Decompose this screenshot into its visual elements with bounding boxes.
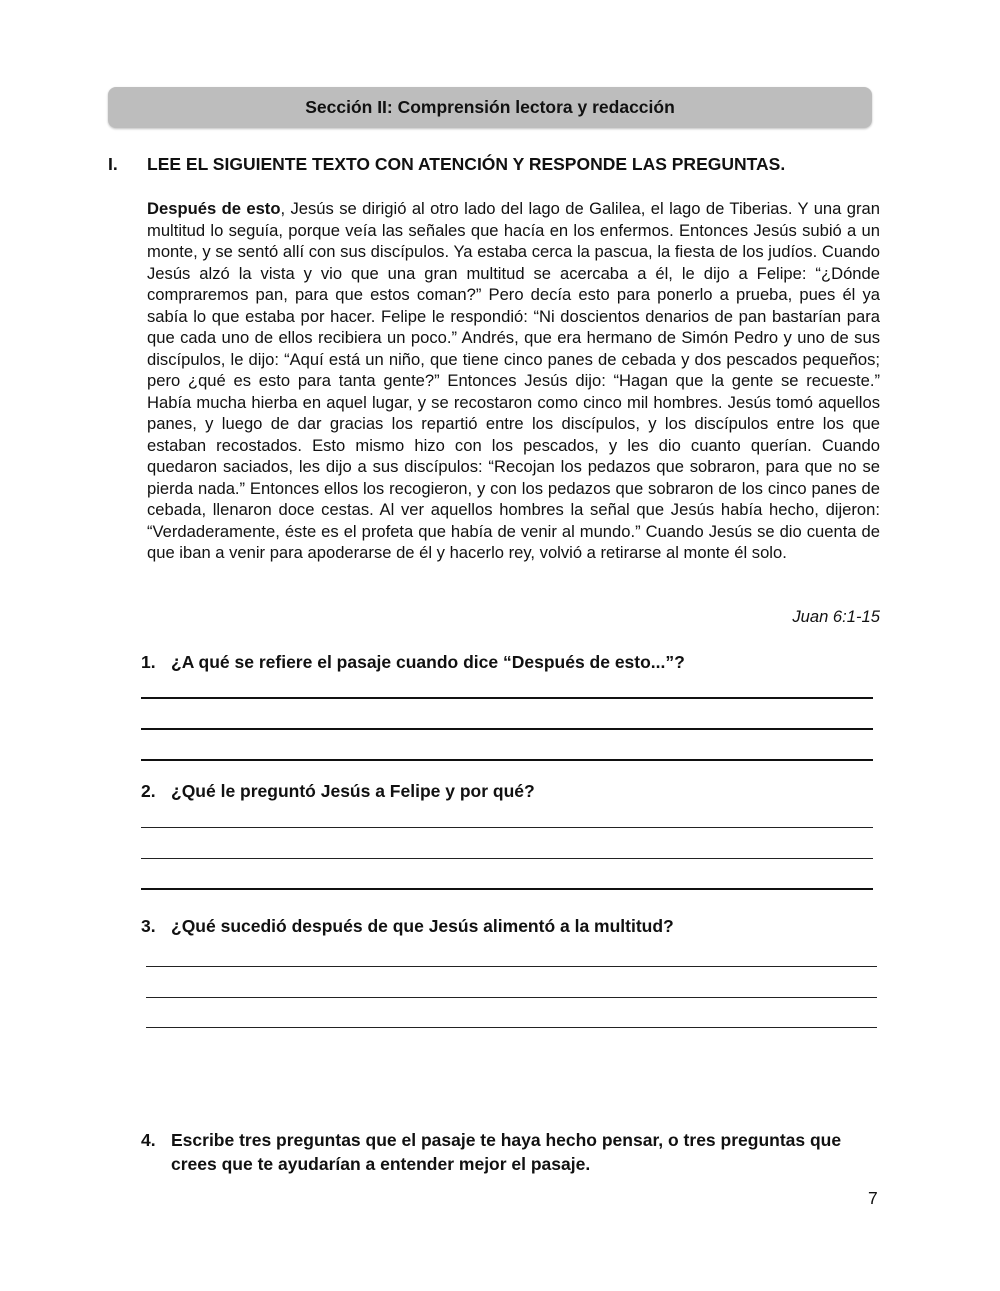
question-text: ¿Qué le preguntó Jesús a Felipe y por qué? xyxy=(171,781,535,801)
section-title: Sección II: Comprensión lectora y redacción xyxy=(305,97,675,117)
question-number: 4. xyxy=(141,1130,156,1150)
section-title-banner xyxy=(108,87,872,128)
question-text: ¿A qué se refiere el pasaje cuando dice “Después de esto...”? xyxy=(171,652,685,672)
answer-line-1b[interactable] xyxy=(141,728,873,730)
answer-line-1c[interactable] xyxy=(141,759,873,761)
question-text: Escribe tres preguntas que el pasaje te haya hecho pensar, o tres preguntas que crees que te ayudarían a entender mejor el pasaje. xyxy=(171,1130,842,1174)
answer-line-3a[interactable] xyxy=(146,966,877,967)
answer-line-3c[interactable] xyxy=(146,1027,877,1028)
answer-line-1a[interactable] xyxy=(141,697,873,699)
answer-line-3b[interactable] xyxy=(146,997,877,998)
question-text: ¿Qué sucedió después de que Jesús alimentó a la multitud? xyxy=(171,916,674,936)
question-number: 3. xyxy=(141,916,156,936)
passage-lead: Después de esto xyxy=(147,199,281,218)
answer-line-2c[interactable] xyxy=(141,888,873,890)
question-number: 2. xyxy=(141,781,156,801)
answer-line-2a[interactable] xyxy=(141,827,873,828)
answer-line-2b[interactable] xyxy=(141,858,873,859)
page-number: 7 xyxy=(868,1188,878,1208)
question-number: 1. xyxy=(141,652,156,672)
instruction-number: I. xyxy=(108,154,118,174)
passage-citation: Juan 6:1-15 xyxy=(792,607,880,626)
passage-body: , Jesús se dirigió al otro lado del lago de Galilea, el lago de Tiberias. Y una gran multitud lo seguía, porque veía las señales que hacía en los enfermos. Entonces Jesús subió a un monte, y se sentó allí con sus discípulos. Ya estaba cerca la pascua, la fiesta de los judíos. Cuando Jesús alzó la vista y vio que una gran multitud se acercaba a él, le dijo a Felipe: “¿Dónde compraremos pan, para que estos coman?” Pero decía esto para ponerlo a prueba, pues él ya sabía lo que estaba por hacer. Felipe le respondió: “Ni doscientos denarios de pan bastarían para que cada uno de ellos recibiera un poco.” Andrés, que era hermano de Simón Pedro y uno de sus discípulos, le dijo: “Aquí está un niño, que tiene cinco panes de cebada y dos pescados pequeños; pero ¿qué es esto para tanta gente?” Entonces Jesús dijo: “Hagan que la gente se recueste.” Había mucha hierba en aquel lugar, y se recostaron como cinco mil hombres. Jesús tomó aquellos panes, y luego de dar gracias los repartió entre los discípulos, y los discípulos entre los que estaban recostados. Esto mismo hizo con los pescados, y les dio cuanto querían. Cuando quedaron saciados, les dijo a sus discípulos: “Recojan los pedazos que sobraron, para que no se pierda nada.” Entonces ellos los recogieron, y con los pedazos que sobraron de los cinco panes de cebada, llenaron doce cestas. Al ver aquellos hombres la señal que Jesús había hecho, dijeron: “Verdaderamente, éste es el profeta que había de venir al mundo.” Cuando Jesús se dio cuenta de que iban a venir para apoderarse de él y hacerlo rey, volvió a retirarse al monte él solo. xyxy=(147,199,881,562)
reading-passage xyxy=(147,198,880,564)
instruction-text: LEE EL SIGUIENTE TEXTO CON ATENCIÓN Y RESPONDE LAS PREGUNTAS. xyxy=(147,154,786,174)
